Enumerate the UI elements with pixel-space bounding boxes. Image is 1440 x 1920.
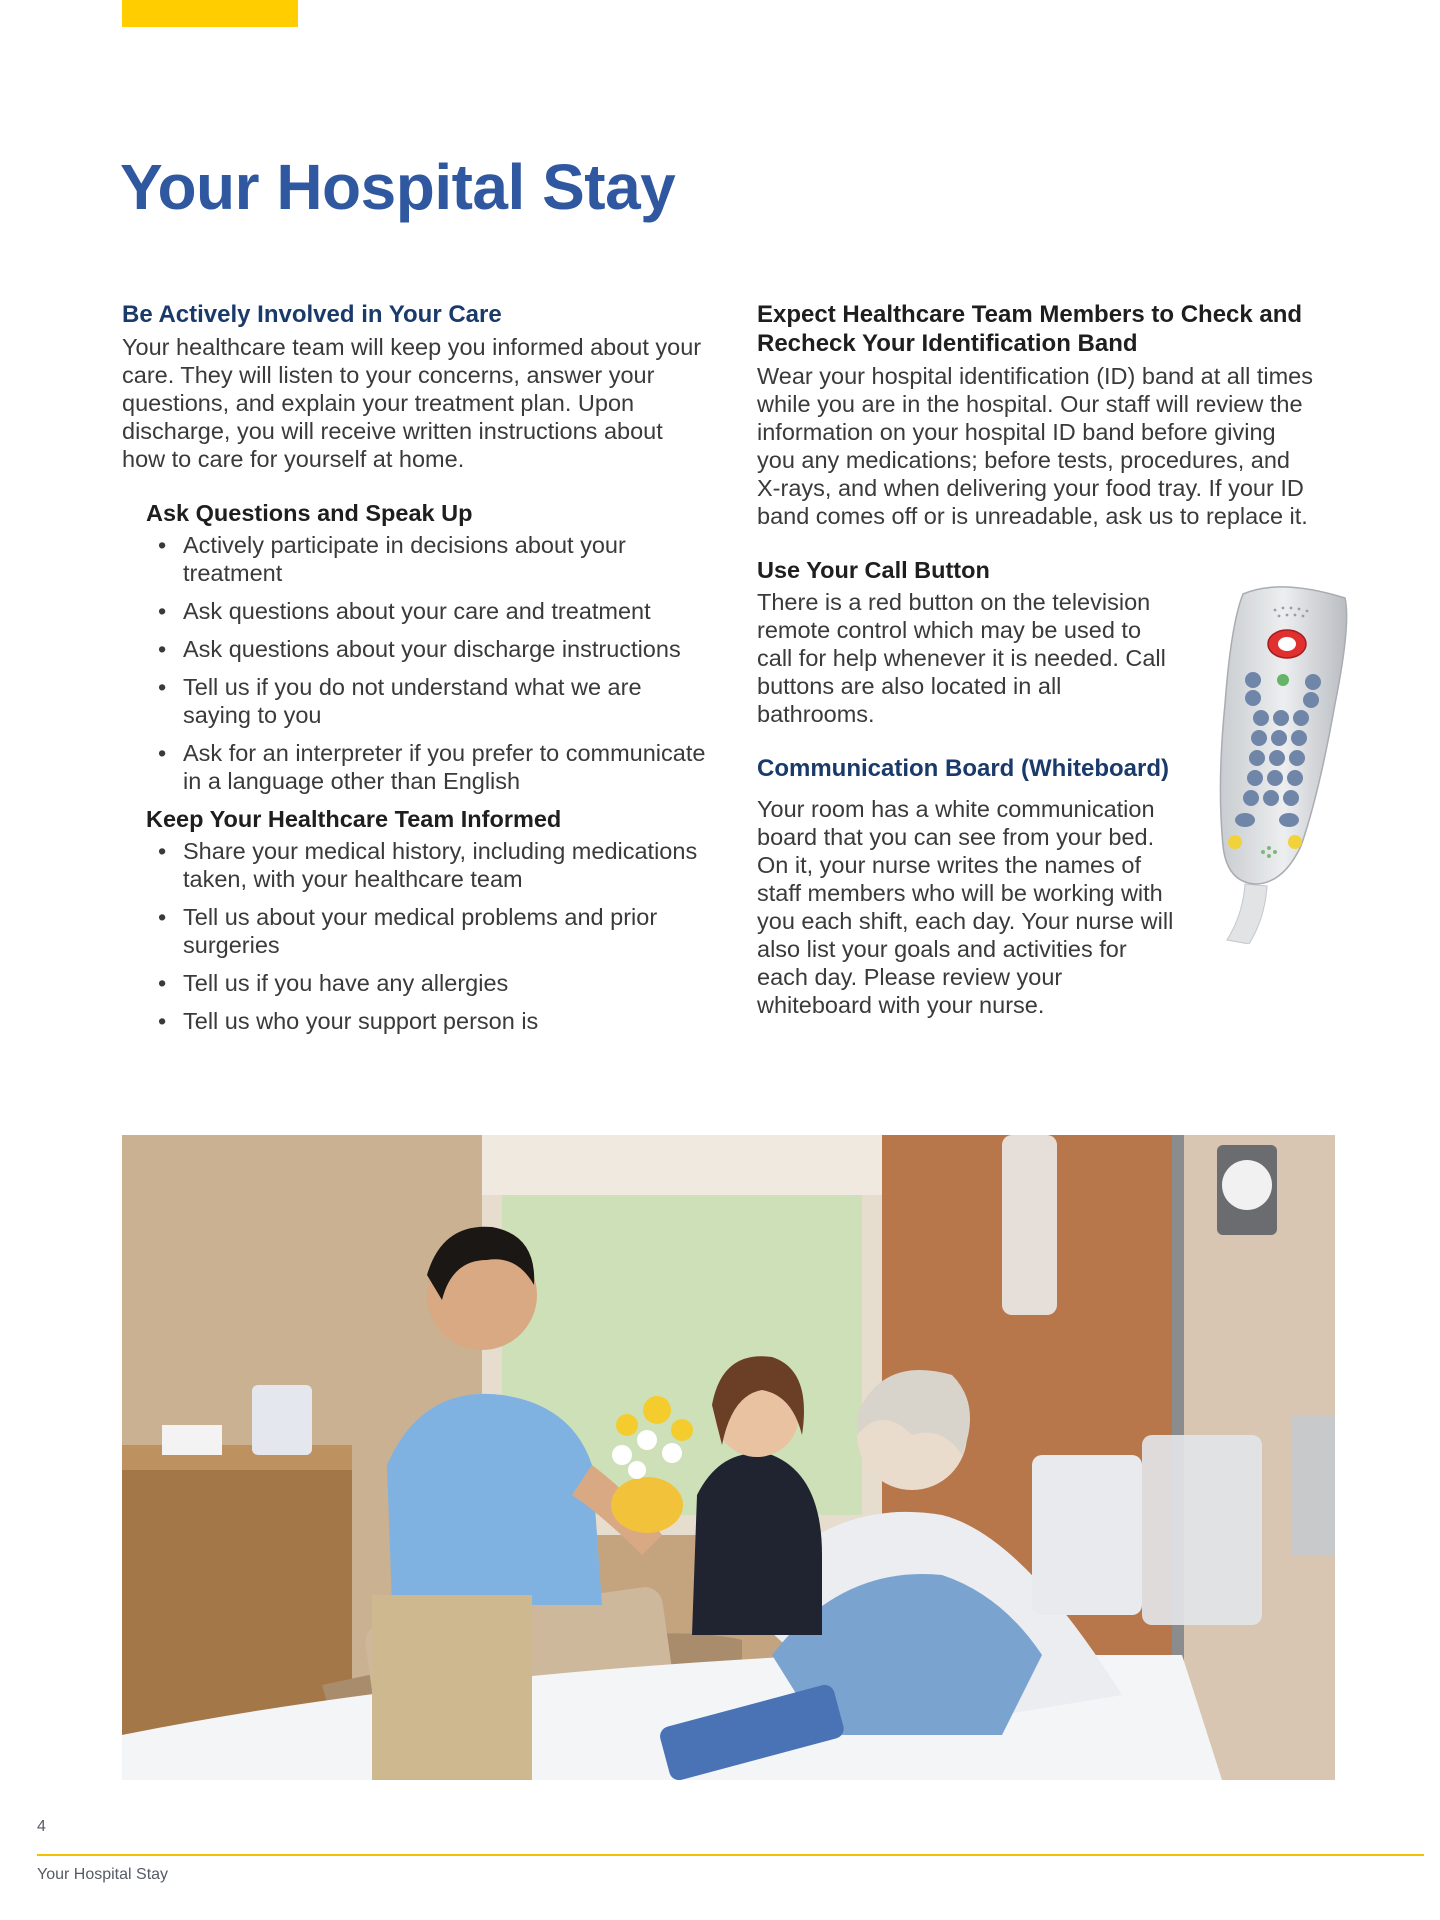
- ask-questions-list: [122, 531, 712, 795]
- hospital-room-scene: [122, 1135, 1335, 1780]
- left-column: [122, 300, 712, 1045]
- top-accent-bar: [122, 0, 298, 27]
- keep-informed-heading: Keep Your Healthcare Team Informed: [146, 806, 562, 832]
- whiteboard-heading: Communication Board (Whiteboard): [757, 755, 1169, 782]
- id-band-heading: Expect Healthcare Team Members to Check and Recheck Your Identification Band: [757, 301, 1303, 357]
- call-button-body: There is a red button on the television remote control which may be used to call for help whenever it is needed. Call buttons are also located in all bathrooms.: [757, 589, 1166, 727]
- list-item: • Ask questions about your discharge instructions: [158, 636, 681, 662]
- call-remote-icon: [1205, 584, 1355, 944]
- whiteboard-body: Your room has a white communication board that you can see from your bed. On it, your nurse writes the names of staff members who will be working with you each shift, each day. Your nurse will also list your goals and activities for each day. Please review your whiteboard with your nurse.: [757, 796, 1174, 1018]
- page-number: 4: [37, 1818, 46, 1835]
- hospital-room-photo: [122, 1135, 1335, 1780]
- list-item: • Tell us who your support person is: [158, 1008, 539, 1034]
- footer-title: Your Hospital Stay: [37, 1866, 169, 1883]
- page-title: Your Hospital Stay: [120, 151, 676, 223]
- list-item: • Ask for an interpreter if you prefer to communicate in a language other than English: [158, 740, 706, 794]
- list-item: • Share your medical history, including medications taken, with your healthcare team: [158, 838, 698, 892]
- id-band-body: Wear your hospital identification (ID) band at all times while you are in the hospital. Our staff will review the information on your hospital ID band before giving you any medications; before tests, procedures, and X-rays, and when delivering your food tray. If your ID band comes off or is unreadable, ask us to replace it.: [757, 363, 1313, 529]
- ask-questions-heading: Ask Questions and Speak Up: [146, 500, 473, 526]
- list-item: • Tell us if you do not understand what we are saying to you: [158, 674, 642, 728]
- involved-intro: Your healthcare team will keep you informed about your care. They will listen to your concerns, answer your questions, and explain your treatment plan. Upon discharge, you will receive written instructions about how to care for yourself at home.: [122, 334, 702, 472]
- keep-informed-list: [122, 837, 712, 1035]
- involved-heading: Be Actively Involved in Your Care: [122, 301, 502, 328]
- list-item: • Tell us about your medical problems and prior surgeries: [158, 904, 658, 958]
- list-item: • Actively participate in decisions about your treatment: [158, 532, 626, 586]
- call-button-heading: Use Your Call Button: [757, 557, 990, 583]
- list-item: • Tell us if you have any allergies: [158, 970, 509, 996]
- footer-divider: [37, 1854, 1424, 1856]
- list-item: • Ask questions about your care and treatment: [158, 598, 651, 624]
